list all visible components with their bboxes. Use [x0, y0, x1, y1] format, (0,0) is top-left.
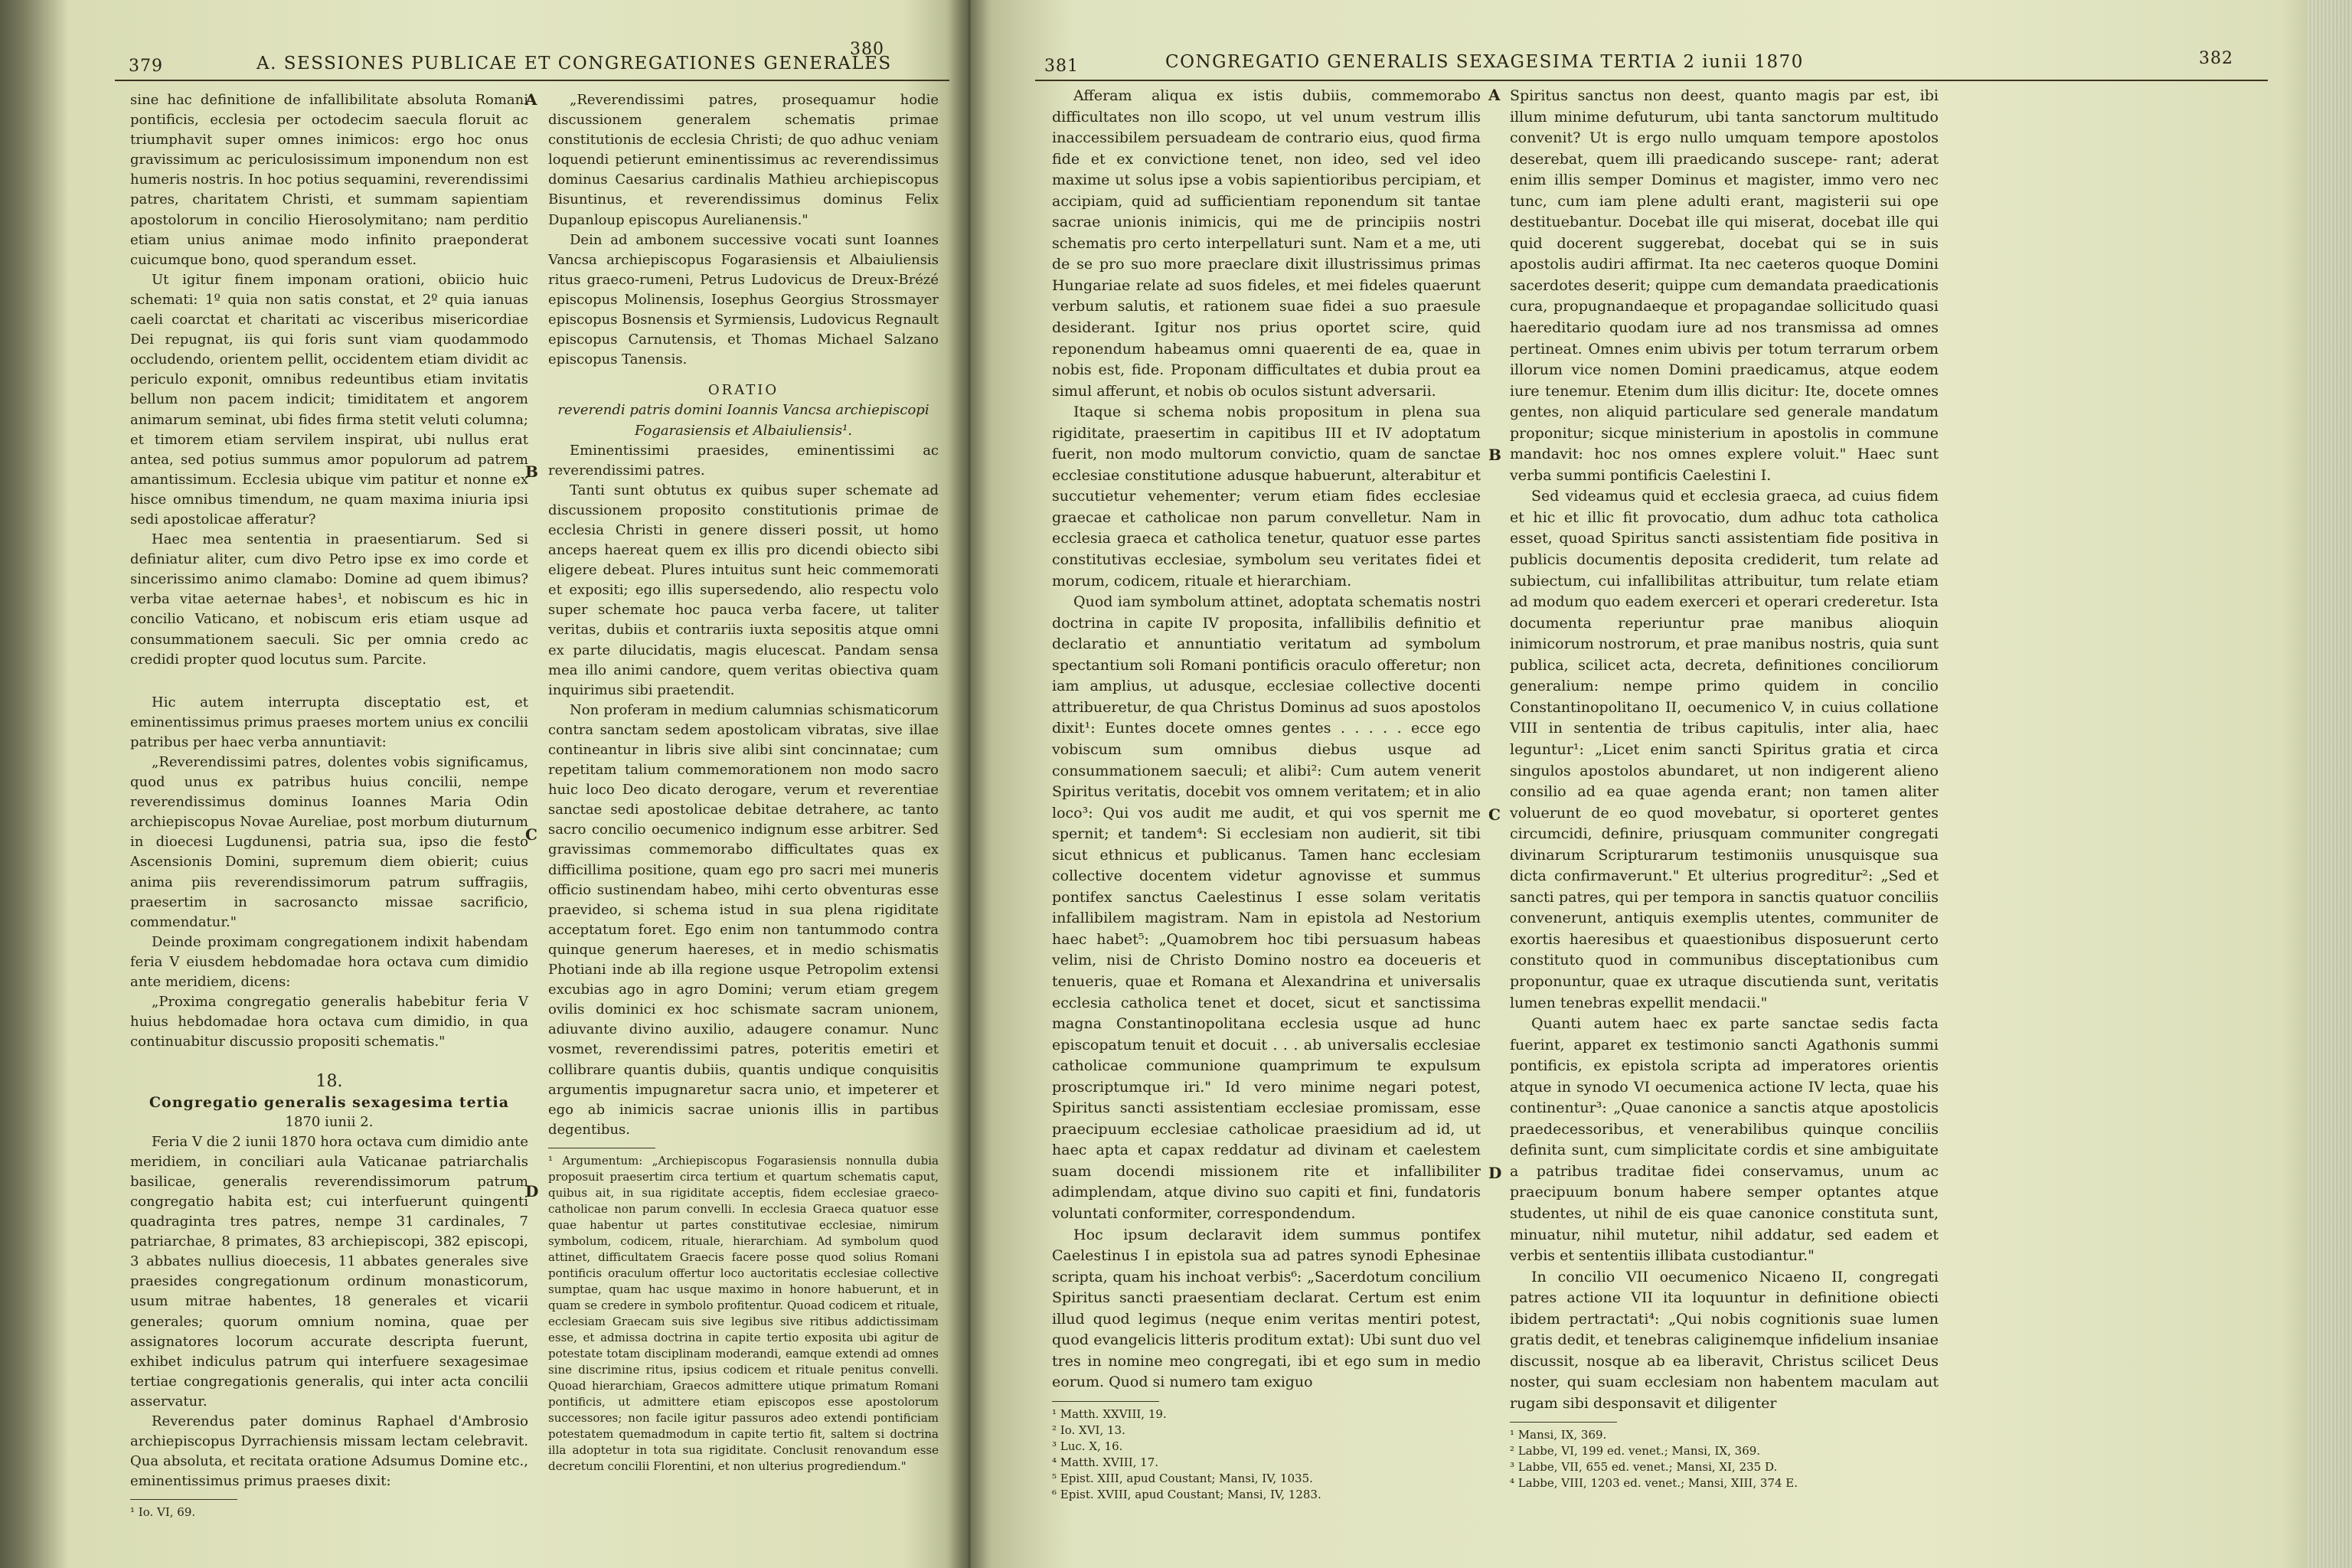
- footnote-rule: [1510, 1422, 1617, 1423]
- paragraph: Ut igitur finem imponam orationi, obiicio huic schemati: 1º quia non satis constat, et 2º quia ianuas caeli coarctat et charitati ac visceribus misericordiae Dei repugnat, iis qui foris sunt viam quodammodo occludendo, orientem pellit, occidentem etiam dividit ac periculo exponit, omnibus redeuntibus etiam invitatis bellum non pacem indicit; timiditatem et angorem animarum seminat, ubi fides firma stetit veluti columna; et timorem etiam servilem inspirat, ubi nullus erat antea, sed potius summus amor populorum ad patrem amantissimum. Ecclesia ubique vim patitur et nonne ex hisce omnibus timendum, ne quam maxima iniuria ipsi sedi apostolicae afferatur?: [130, 271, 528, 528]
- footnote-list: [1052, 1406, 1481, 1503]
- oratio-heading: ORATIO: [707, 382, 779, 399]
- paragraph: Non proferam in medium calumnias schismaticorum contra sanctam sedem apostolicam vibratas, sive illae contineantur in libris sive alibi sint concinnatae; cum repetitam talium commemorationem non modo sacro huic loco Deo dicato derogare, verum et reverentiae sanctae sedi apostolicae debitae detrahere, ac tanto sacro concilio oecumenico indignum esse arbitrer. Sed gravissimas commemorabo difficultates quas ex difficillima positione, quam ego pro sacri mei muneris officio sustinendam habeo, mihi certo obventuras esse praevideo, si schema istud in sua plena rigiditate acceptatum foret. Ego enim non tantummodo contra quinque generum haereses, et in medio schismatis Photiani inde ab illa regione usque Petropolim extensi excubias ago in agro Domini; verum etiam gregem ovilis dominici ex hoc schismate sacram unionem, adiuvante divino auxilio, adaugere conamur. Nunc vosmet, reverendissimi patres, poteritis emetiri et collibrare quantis dubiis, quantis undique conquisitis argumentis impugnaretur sacra unio, et impeterer et ego ab inimicis sacrae unionis illis in partibus degentibus.: [548, 701, 939, 1138]
- right-page: [1035, 0, 2268, 1568]
- book-gutter: [946, 0, 992, 1568]
- footnote: ⁴ Matth. XVIII, 17.: [1052, 1455, 1159, 1469]
- paragraph: „Proxima congregatio generalis habebitur feria V huius hebdomadae hora octava cum dimidio, in qua continuabitur discussio propositi schematis.": [130, 994, 528, 1050]
- paragraph: In concilio VII oecumenico Nicaeno II, congregati patres actione VII ita loquuntur in definitione obiecti ibidem pertractati⁴: „Qui nobis cognitionis suae lumen gratis dedit, et tenebras caliginemque infidelium insaniae discussit, nosque ab ea liberavit, Christus scilicet Deus noster, qui suam ecclesiam non habentem maculam aut rugam sibi desponsavit et diligenter: [1510, 1268, 1939, 1412]
- footnote: ¹ Io. VI, 69.: [130, 1505, 196, 1520]
- paragraph: Itaque si schema nobis propositum in plena sua rigiditate, praesertim in capitibus III et IV adoptatum fuerit, non modo multorum convictio, quam de sanctae ecclesiae constitutione adusque habuerunt, alterabitur et succutietur vehementer; verum etiam fides ecclesiae graecae et catholicae non parum convelletur. Nam in ecclesia graeca et catholica tenetur, quatuor esse partes constitutivas ecclesiae, symbolum seu veritates fidei et morum, codicem, rituale et hierarchiam.: [1052, 403, 1481, 590]
- margin-marker-c: C: [525, 825, 537, 844]
- left-column-1: [130, 90, 528, 1521]
- footnote: ² Io. XVI, 13.: [1052, 1423, 1125, 1437]
- right-column-2: [1510, 86, 1939, 1491]
- paragraph: Quod iam symbolum attinet, adoptata schematis nostri doctrina in capite IV proposita, infallibilis definitio et declaratio et annuntiatio veritatum ad symbolum spectantium soli Romani pontificis oraculo offeretur; non iam amplius, ut adusque, ecclesiae collective docenti attribueretur, de qua Christus Dominus ad suos apostolos dixit¹: Euntes docete omnes gentes . . . . . ecce ego vobiscum sum omnibus diebus usque ad consummationem saeculi; et alibi²: Cum autem venerit Spiritus veritatis, docebit vos omnem veritatem; et in alio loco³: Qui vos audit me audit, et qui vos spernit me spernit; et tandem⁴: Si ecclesiam non audierit, sit tibi sicut ethnicus et publicanus. Tamen hanc ecclesiam collective docentem videtur agnovisse et summus pontifex sanctus Caelestinus I esse solam veritatis infallibilem magistram. Nam in epistola ad Nestorium haec habet⁵: „Quamobrem hoc tibi persuasum habeas velim, nisi de Christo Domino nostro ea doceueris et tenueris, quae et Romana et Alexandrina et universalis ecclesia catholica tenet et docet, sicut et sanctissima magna Constantinopolitana ecclesia usque ad hunc episcopatum tenuit et docuit . . . ab universalis ecclesiae catholicae communione quamprimum te expulsum proscriptumque iri." Id vero minime negari potest, Spiritus sancti assistentiam ecclesiae promissam, esse praecipuum ecclesiae catholicae praesidium ad id, ut haec apta et capax reddatur ad divinam et caelestem suam docendi missionem rite et infallibiliter adimplendam, atque divino suo capiti et fini, fundatoris voluntati conformiter, correspondendum.: [1052, 593, 1481, 1222]
- footnote-list: [1510, 1427, 1939, 1491]
- left-column-2: [548, 90, 939, 1475]
- section-title: Congregatio generalis sexagesima tertia: [149, 1093, 510, 1111]
- right-column-1: [1052, 86, 1481, 1503]
- paragraph: Dein ad ambonem successive vocati sunt Ioannes Vancsa archiepiscopus Fogarasiensis et Albaiuliensis ritus graeco-rumeni, Petrus Ludovicus de Dreux-Brézé episcopus Molinensis, Iosephus Georgius Strossmayer episcopus Bosnensis et Syrmiensis, Ludovicus Regnault episcopus Carnutensis, et Thomas Michael Salzano episcopus Tanensis.: [548, 231, 939, 368]
- footnote: ³ Luc. X, 16.: [1052, 1439, 1123, 1453]
- paragraph: Tanti sunt obtutus ex quibus super schemate ad discussionem proposito constitutionis primae de ecclesia Christi in genere disseri possit, ut homo anceps haereat quem ex illis pro dicendi obiecto sibi eligere debeat. Plures intuitus sunt heic commemorati et expositi; ego illis supersedendo, alio respectu volo super schemate hoc pauca verba facere, ut taliter veritas, dubiis et contrariis iuxta sepositis atque omni ex parte dilucidatis, magis elucescat. Pandam sensa mea illo animi candore, quem veritas obiectiva quam inquirimus sibi praetendit.: [548, 482, 939, 698]
- footnote: ³ Labbe, VII, 655 ed. venet.; Mansi, XI, 235 D.: [1510, 1460, 1778, 1475]
- margin-marker-b: B: [525, 462, 538, 481]
- paragraph: sine hac definitione de infallibilitate absoluta Romani pontificis, ecclesia per octodecim saecula floruit ac triumphavit super omnes inimicos: ergo hoc onus gravissimum ac periculosissimum imponendum non est humeris nostris. In hoc potius sequamini, reverendissimi patres, charitatem Christi, et summam sapientiam apostolorum in concilio Hierosolymitano; nam perditio etiam unius animae modo infinito praeponderat cuicumque bono, quod sperandum esset.: [130, 92, 528, 268]
- margin-marker-b: B: [1488, 446, 1501, 464]
- margin-marker-d: D: [1488, 1164, 1502, 1182]
- margin-marker-a: A: [525, 90, 537, 109]
- paragraph: Feria V die 2 iunii 1870 hora octava cum dimidio ante meridiem, in conciliari aula Vaticanae patriarchalis basilicae, generalis reverendissimorum patrum congregatio habita est; cui interfuerunt quingenti quadraginta tres patres, nempe 31 cardinales, 7 patriarchae, 8 primates, 83 archiepiscopi, 382 episcopi, 3 abbates nullius dioecesis, 11 abbates generales sive praesides congregationum ordinum monasticorum, usum mitrae habentes, 18 generales et vicarii generales; quorum omnium nomina, quae per assignatores locorum accurate descripta fuerunt, exhibet indiculus patrum qui interfuere sexagesimae tertiae congregationis generalis, qui inter acta concilii asservatur.: [130, 1133, 528, 1410]
- margin-marker-a: A: [1488, 86, 1501, 104]
- section-number: 18.: [315, 1072, 343, 1092]
- footnote: ² Labbe, VI, 199 ed. venet.; Mansi, IX, 369.: [1510, 1444, 1761, 1459]
- paragraph: Hoc ipsum declaravit idem summus pontifex Caelestinus I in epistola sua ad patres synodi Ephesinae scripta, quam his inchoat verbis⁶: „Sacerdotum concilium Spiritus sancti praesentiam declarat. Certum est enim illud quod legimus (neque enim veritas mentiri potest, quod evangelicis litteris proditum extat): Ubi sunt duo vel tres in nomine meo congregati, ibi et ego sum in medio eorum. Quod si numero tam exiguo: [1052, 1226, 1481, 1391]
- paragraph: Deinde proximam congregationem indixit habendam feria V eiusdem hebdomadae hora octava cum dimidio ante meridiem, dicens:: [130, 933, 528, 991]
- footnote: ¹ Matth. XXVIII, 19.: [1052, 1406, 1167, 1421]
- paragraph: „Reverendissimi patres, dolentes vobis significamus, quod unus ex patribus huius concilii, nempe reverendissimus dominus Ioannes Maria Odin archiepiscopus Novae Aureliae, post morbum diuturnum in dioecesi Lugdunensi, patria sua, ipso die festo Ascensionis Domini, supremum diem obierit; cuius anima piis reverendissimorum patrum suffragiis, praesertim in sacrosancto missae sacrificio, commendatur.": [130, 754, 528, 930]
- left-page-header: [115, 34, 949, 81]
- footnote: ⁶ Epist. XVIII, apud Coustant; Mansi, IV, 1283.: [1052, 1487, 1321, 1501]
- right-page-number-inner: 382: [2199, 49, 2233, 68]
- left-page-number-inner: 380: [850, 40, 884, 59]
- left-page-number: 379: [129, 57, 163, 76]
- paragraph: Hic autem interrupta disceptatio est, et eminentissimus primus praeses mortem unius ex concilii patribus per haec verba annuntiavit:: [130, 694, 528, 750]
- paragraph: Haec mea sententia in praesentiarum. Sed si definiatur aliter, cum divo Petro ipse ex imo corde et sincerissimo animo clamabo: Domine ad quem ibimus? verba vitae aeternae habes¹, et nobiscum es hic in concilio Vaticano, et nobiscum eris etiam usque ad consummationem saeculi. Sic per omnia credo ac credidi propter quod locutus sum. Parcite.: [130, 531, 528, 668]
- footnote-rule: [130, 1499, 237, 1500]
- paragraph: „Reverendissimi patres, prosequamur hodie discussionem generalem schematis primae constitutionis de ecclesia Christi; de quo adhuc veniam loquendi petierunt eminentissimus ac reverendissimus dominus Caesarius cardinalis Mathieu archiepiscopus Bisuntinus, et reverendissimus dominus Felix Dupanloup episcopus Aurelianensis.": [548, 92, 939, 228]
- footnote: ⁵ Epist. XIII, apud Coustant; Mansi, IV, 1035.: [1052, 1471, 1313, 1485]
- left-running-title: A. SESSIONES PUBLICAE ET CONGREGATIONES GENERALES: [256, 54, 892, 74]
- page-edges: [2308, 0, 2352, 1568]
- footnote: ¹ Mansi, IX, 369.: [1510, 1428, 1607, 1442]
- left-page: [115, 0, 949, 1568]
- oratio-subtitle: reverendi patris domini Ioannis Vancsa archiepiscopi Fogarasiensis et Albaiuliensis¹.: [557, 402, 929, 439]
- paragraph: Quanti autem haec ex parte sanctae sedis facta fuerint, apparet ex testimonio sancti Agathonis summi pontificis, ex epistola scripta ad imperatores orientis atque in synodo VI oecumenica actione IV lecta, quae his continentur³: „Quae canonice a sanctis atque apostolicis praedecessoribus, et venerabilibus quinque conciliis definita sunt, cum simplicitate cordis et sine ambiguitate a patribus traditae fidei conservamus, unum ac praecipuum bonum habere semper optantes atque studentes, ut nihil de eis quae canonice constituta sunt, minuatur, nihil mutetur, nihil addatur, sed eadem et verbis et sententiis illibata custodiantur.": [1510, 1015, 1939, 1265]
- margin-marker-c: C: [1488, 805, 1501, 824]
- right-running-title: CONGREGATIO GENERALIS SEXAGESIMA TERTIA 2 iunii 1870: [1165, 52, 1804, 72]
- footnote-rule: [1052, 1401, 1159, 1402]
- footnote: ¹ Argumentum: „Archiepiscopus Fogarasiensis nonnulla dubia proposuit praesertim circa tertium et quartum schematis caput, quibus ait, in sua rigiditate acceptis, fidem ecclesiae graeco-catholicae non parum convelli. In ecclesia Graeca quatuor esse quae habentur ut partes constitutivae ecclesiae, nimirum symbolum, codicem, rituale, hierarchiam. Ad symbolum quod attinet, difficultatem Graecis facere posse quod solius Romani pontificis oraculum offertur loco auctoritatis ecclesiae collective sumptae, quam hac usque maximo in honore habuerunt, et in quam se credere in symbolo profitentur. Quoad codicem et rituale, ecclesiam Graecam suis sive legibus sive ritibus addictissimam esse, et admissa doctrina in capite tertio exposita ubi agitur de potestate totam disciplinam moderandi, eamque extendi ad omnes sine discrimine ritus, ipsius codicem et rituale penitus convelli. Quoad hierarchiam, Graecos admittere utique primatum Romani pontificis, ut admittere etiam episcopos esse apostolorum successores; non facile igitur passuros adeo extendi pontificiam potestatem quemadmodum in capite tertio fit, saltem si doctrina illa adoptetur in tota sua rigiditate. Conclusit renovandum esse decretum concilii Florentini, et non ulterius progrediendum.": [548, 1153, 939, 1473]
- paragraph: Spiritus sanctus non deest, quanto magis par est, ibi illum minime defuturum, ubi tanta sanctorum multitudo convenit? Ut is ergo nullo umquam tempore apostolos deserebat, quem illi praedicando suscepe- rant; aderat enim illis semper Dominus et magister, immo vero nec tunc, cum iam plene adulti erant, magisterii sui ope destituebantur. Docebat ille qui miserat, docebat ille qui quid docerent suggerebat, docebat qui se in suis apostolis audiri affirmat. Ita nec caeteros quoque Domini sacerdotes deserit; quippe cum demandata praedicationis cura, propugnandaeque et propagandae sollicitudo quasi haereditario quodam iure ad nos transmissa ad omnes pertineat. Omnes enim ubivis per totum terrarum orbem illorum vice nomen Domini praedicamus, atque eodem iure tenemur. Etenim dum illis dicitur: Ite, docete omnes gentes, non aliquid particulare sed generale mandatum proponitur; sicque ministerium in apostolis in commune mandavit: hoc nos omnes explere voluit." Haec sunt verba summi pontificis Caelestini I.: [1510, 87, 1939, 484]
- paragraph: Afferam aliqua ex istis dubiis, commemorabo difficultates non illo scopo, ut vel unum vestrum illis inaccessibilem persuadeam de contrario eius, quod firma fide et ex convictione tenet, non ideo, sed vel ideo maxime ut solus ipse a vobis sapientioribus percipiam, et accipiam, quid ad sufficientiam reponendum sit tantae sacrae unionis inimicis, qui me de principiis nostri schematis pro certo interpellaturi sunt. Nam et a me, uti de se pro suo more praeclare dixit illustrissimus primas Hungariae relate ad suos fideles, et mei fideles quaerunt verbum salutis, et rationem suae fidei a suo praesule desiderant. Igitur nos prius oportet scire, quid reponendum habeamus omni quaerenti de ea, quae in nobis est, fide. Proponam difficultates et dubia prout ea simul afferunt, et nobis ob oculos sistunt adversarii.: [1052, 87, 1481, 400]
- footnote: ⁴ Labbe, VIII, 1203 ed. venet.; Mansi, XIII, 374 E.: [1510, 1476, 1798, 1491]
- paragraph: Reverendus pater dominus Raphael d'Ambrosio archiepiscopus Dyrrachiensis missam lectam celebravit. Qua absoluta, et recitata oratione Adsumus Domine etc., eminentissimus primus praeses dixit:: [130, 1413, 528, 1490]
- section-date: 1870 iunii 2.: [285, 1113, 374, 1130]
- paragraph: Eminentissimi praesides, eminentissimi ac reverendissimi patres.: [548, 442, 939, 479]
- paragraph: Sed videamus quid et ecclesia graeca, ad cuius fidem et hic et illic fit provocatio, dum adhuc tota catholica esset, quoad Spiritus sancti assistentiam fide positiva in publicis documentis deposita crediderit, tum relate ad subiectum, cui infallibilitas attribuitur, tum relate etiam ad modum quo eadem exerceri et operari crederetur. Ista documenta reperiuntur prae manibus alioquin inimicorum nostrorum, et prae manibus nostris, quia sunt publica, scilicet acta, decreta, definitiones conciliorum generalium: nempe primo quidem in concilio Constantinopolitano II, oecumenico V, in cuius collatione VIII in sententia de tribus capitulis, inter alia, haec leguntur¹: „Licet enim sancti Spiritus gratia et circa singulos apostolos abundaret, ut non indigerent alieno consilio ad ea quae agenda erant; non tamen aliter voluerunt de eo quod movebatur, si oporteret gentes circumcidi, definire, priusquam communiter congregati divinarum Scripturarum testimoniis unusquisque sua dicta confirmaverunt." Et ulterius progreditur²: „Sed et sancti patres, qui per tempora in sanctis quatuor conciliis convenerunt, antiquis exemplis utentes, communiter de exortis haeresibus et quaestionibus disposuerunt certo constituto quod in communibus disceptationibus cum proponuntur, quae ex utraque discutienda sunt, veritatis lumen tenebras expellit mendacii.": [1510, 488, 1939, 1011]
- right-page-number: 381: [1044, 57, 1079, 76]
- right-page-header: [1035, 34, 2268, 81]
- margin-marker-d: D: [525, 1182, 539, 1200]
